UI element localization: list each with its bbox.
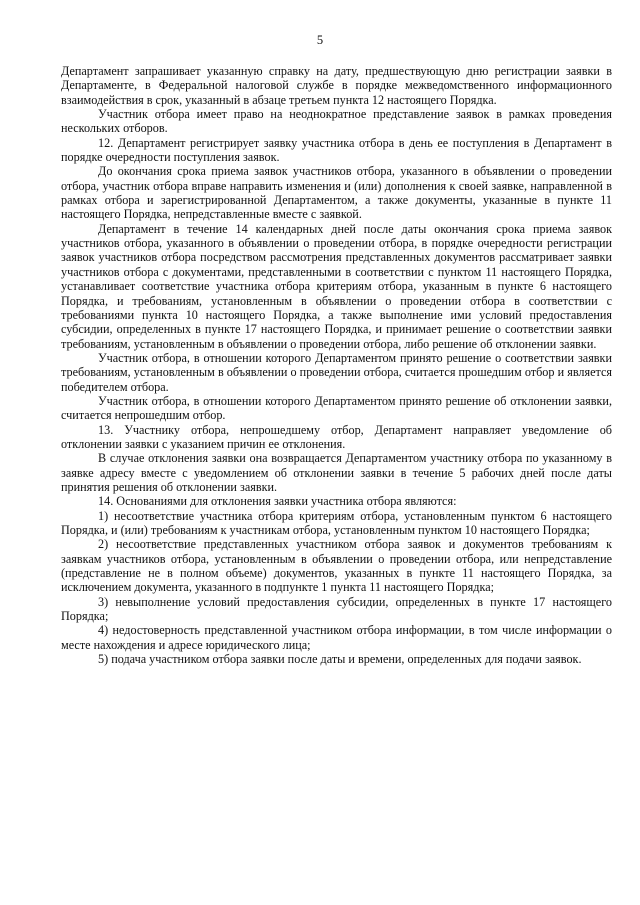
list-item-1: 1) несоответствие участника отбора критериям отбора, установленным пунктом 6 настоящего Порядка, и (или) требованиям к участникам отбора, установленным пунктом 10 настоящего Порядка;: [61, 508, 612, 537]
list-item-5: 5) подача участником отбора заявки после даты и времени, определенных для подачи заявок.: [98, 652, 582, 667]
paragraph-clause-14: 14. Основаниями для отклонения заявки участника отбора являются:: [98, 494, 457, 509]
paragraph-inquiry-certificate: Департамент запрашивает указанную справку на дату, предшествующую дню регистрации заявки в Департаменте, в Федеральной налоговой службе в порядке межведомственного информационного взаимодействия в срок, указанный в абзаце третьем пункта 12 настоящего Порядка.: [61, 64, 612, 107]
page-number: 5: [316, 33, 324, 47]
paragraph-winner: Участник отбора, в отношении которого Департаментом принято решение о соответствии заявки требованиям, установленным в объявлении о проведении отбора, считается прошедшим отбор и является победителем отбора.: [61, 350, 612, 394]
list-item-4: 4) недостоверность представленной участником отбора информации, в том числе информации о месте нахождения и адресе юридического лица;: [61, 623, 612, 652]
paragraph-clause-12: 12. Департамент регистрирует заявку участника отбора в день ее поступления в Департамент в порядке очередности поступления заявок.: [61, 135, 612, 165]
paragraph-repeated-submission: Участник отбора имеет право на неоднократное представление заявок в рамках проведения нескольких отборов.: [61, 107, 612, 136]
list-item-2: 2) несоответствие представленных участником отбора заявок и документов требованиям к заявкам участников отбора, установленным в объявлении о проведении отбора, или непредставление (представление не в полном объеме) документов, указанных в пункте 11 настоящего Порядка, за исключением документа, указанного в подпункте 1 пункта 11 настоящего Порядка;: [61, 537, 612, 595]
paragraph-amendments: До окончания срока приема заявок участников отбора, указанного в объявлении о проведении отбора, участник отбора вправе направить изменения и (или) дополнения к своей заявке, направленной в рамках отбора и зарегистрированной Департаментом, а также документы, указанные в пункте 11 настоящего Порядка, непредставленные вместе с заявкой.: [61, 164, 612, 222]
document-body: [61, 64, 612, 666]
paragraph-clause-13: 13. Участнику отбора, непрошедшему отбор, Департамент направляет уведомление об отклонении заявки с указанием причин ее отклонения.: [61, 422, 612, 451]
paragraph-review-period: Департамент в течение 14 календарных дней после даты окончания срока приема заявок участников отбора, указанного в объявлении о проведении отбора, в порядке очередности регистрации заявок участников отбора посредством рассмотрения представленных документов рассматривает заявки участников отбора с документами, представленными в соответствии с пунктом 11 настоящего Порядка, устанавливает соответствие участника отбора критериям отбора, указанным в пункте 6 настоящего Порядка, и требованиям, установленным в объявлении о проведении отбора в соответствии с требованиями пункта 10 настоящего Порядка, а также выполнение ими условий предоставления субсидии, определенных в пункте 17 настоящего Порядка, и принимает решение о соответствии заявки требованиям, установленным в объявлении о проведении отбора, либо решение об отклонении заявки.: [61, 221, 612, 351]
list-item-3: 3) невыполнение условий предоставления субсидии, определенных в пункте 17 настоящего Порядка;: [61, 594, 612, 624]
paragraph-rejected: Участник отбора, в отношении которого Департаментом принято решение об отклонении заявки, считается непрошедшим отбор.: [61, 393, 612, 423]
paragraph-return-application: В случае отклонения заявки она возвращается Департаментом участнику отбора по указанному в заявке адресу вместе с уведомлением об отклонении заявки в течение 5 рабочих дней после даты принятия решения об отклонении заявки.: [61, 451, 612, 494]
